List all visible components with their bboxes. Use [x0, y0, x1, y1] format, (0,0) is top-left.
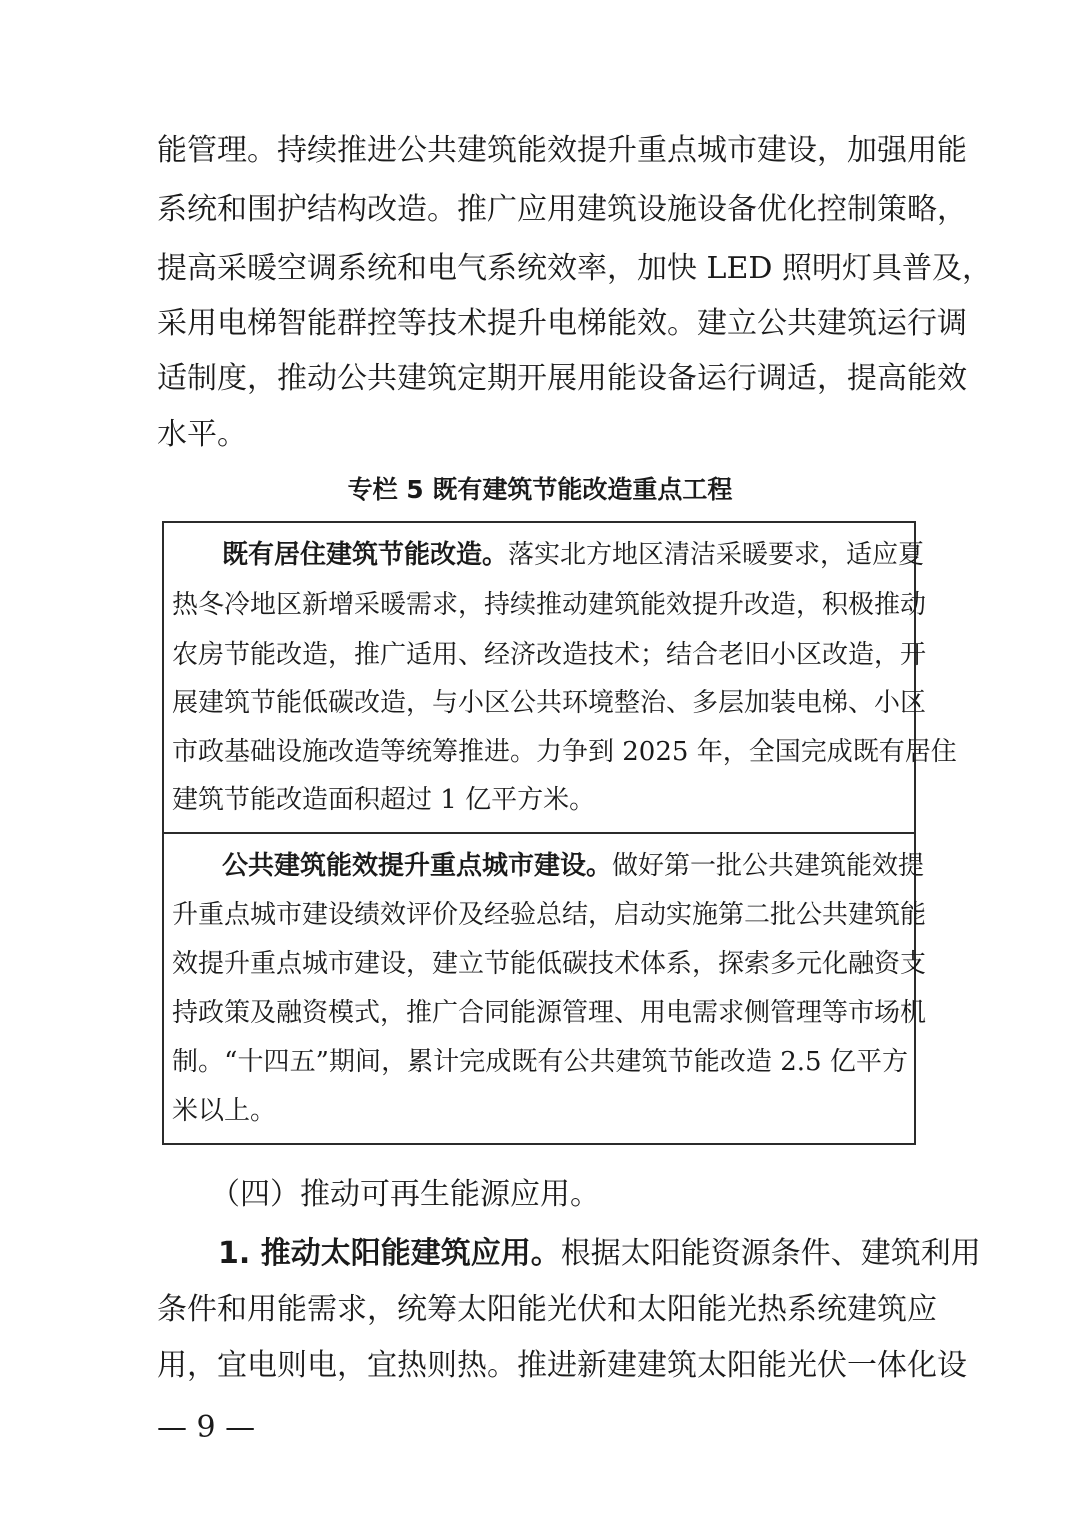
- box-item-line: 建筑节能改造面积超过 1 亿平方米。: [172, 785, 596, 815]
- box-title: 专栏 5 既有建筑节能改造重点工程: [347, 475, 733, 504]
- box-item-text: 落实北方地区清洁采暖要求，适应夏: [508, 540, 925, 570]
- box-divider: [162, 832, 916, 834]
- paragraph-heading: 1. 推动太阳能建筑应用。: [218, 1236, 561, 1271]
- box-item-line: 升重点城市建设绩效评价及经验总结，启动实施第二批公共建筑能: [172, 900, 927, 930]
- paragraph-line: 能管理。持续推进公共建筑能效提升重点城市建设，加强用能: [157, 133, 967, 168]
- box-item-text: 做好第一批公共建筑能效提: [612, 851, 925, 881]
- box-item-line: 热冬冷地区新增采暖需求，持续推动建筑能效提升改造，积极推动: [172, 590, 927, 620]
- box-item-heading: 既有居住建筑节能改造。: [222, 540, 509, 570]
- paragraph-line: 采用电梯智能群控等技术提升电梯能效。建立公共建筑运行调: [157, 306, 967, 341]
- paragraph-line: 系统和围护结构改造。推广应用建筑设施设备优化控制策略，: [157, 192, 967, 227]
- box-item-first-line: [222, 848, 925, 884]
- section-heading: （四）推动可再生能源应用。: [210, 1177, 600, 1212]
- paragraph-line: 水平。: [157, 417, 247, 452]
- paragraph-text: 根据太阳能资源条件、建筑利用: [560, 1236, 981, 1271]
- paragraph-first-line: [218, 1234, 981, 1274]
- box-item-heading: 公共建筑能效提升重点城市建设。: [222, 851, 613, 881]
- paragraph-line: 适制度，推动公共建筑定期开展用能设备运行调适，提高能效: [157, 361, 967, 396]
- box-item-line: 持政策及融资模式，推广合同能源管理、用电需求侧管理等市场机: [172, 998, 927, 1028]
- paragraph-line: 条件和用能需求，统筹太阳能光伏和太阳能光热系统建筑应: [157, 1292, 937, 1327]
- box-item-line: 市政基础设施改造等统筹推进。力争到 2025 年，全国完成既有居住: [172, 737, 957, 767]
- page-number: — 9 —: [157, 1410, 256, 1445]
- box-item-line: 农房节能改造，推广适用、经济改造技术；结合老旧小区改造，开: [172, 640, 927, 670]
- paragraph-line: 用，宜电则电，宜热则热。推进新建建筑太阳能光伏一体化设: [157, 1348, 967, 1383]
- box-item-line: 效提升重点城市建设，建立节能低碳技术体系，探索多元化融资支: [172, 949, 927, 979]
- box-item-first-line: [222, 537, 925, 573]
- box-item-line: 展建筑节能低碳改造，与小区公共环境整治、多层加装电梯、小区: [172, 688, 927, 718]
- box-item-line: 制。“十四五”期间，累计完成既有公共建筑节能改造 2.5 亿平方: [172, 1047, 908, 1077]
- box-item-line: 米以上。: [172, 1096, 277, 1126]
- paragraph-line: 提高采暖空调系统和电气系统效率，加快 LED 照明灯具普及，: [157, 251, 992, 286]
